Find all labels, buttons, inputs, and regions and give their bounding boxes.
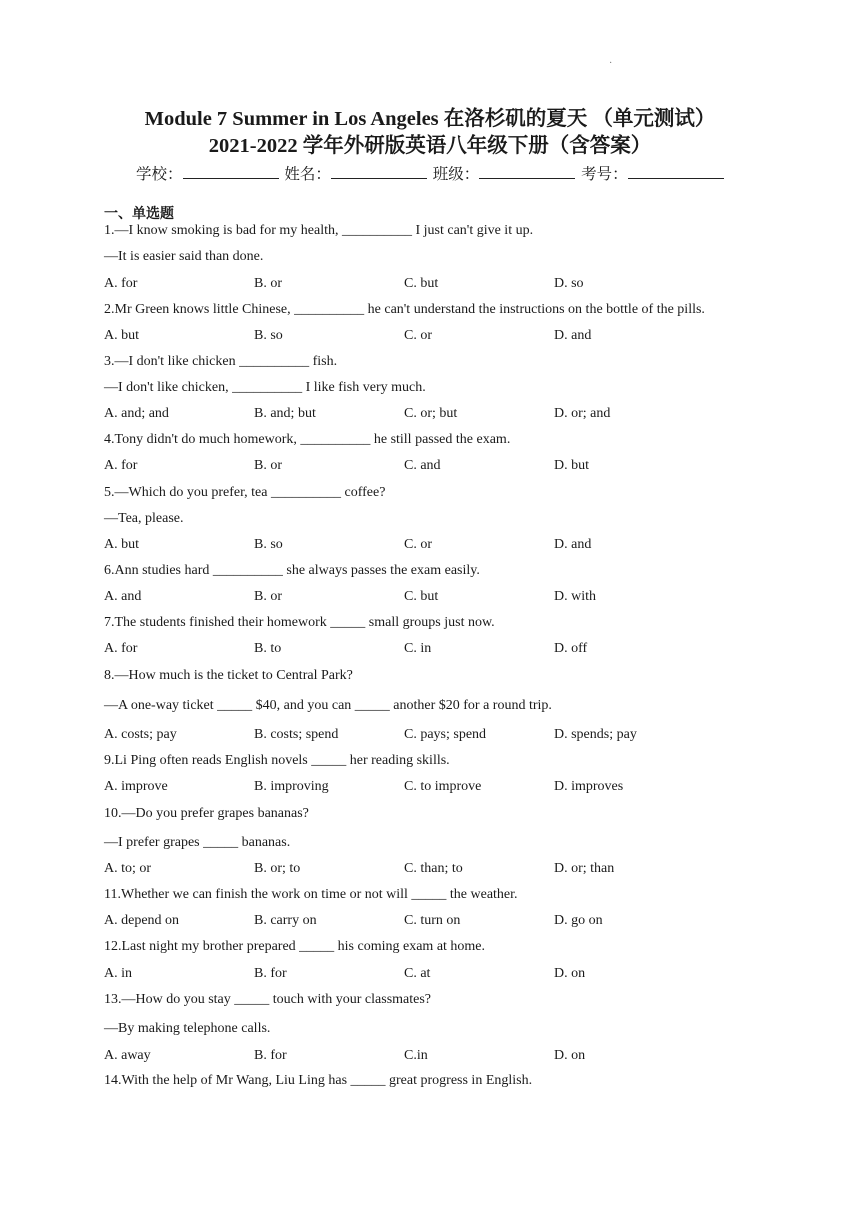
- question-stem: 1.—I know smoking is bad for my health, __________ I just can't give it up.: [104, 223, 534, 238]
- answer-option: C. at: [404, 966, 431, 981]
- answer-option: B. for: [254, 966, 287, 981]
- question-stem: 8.—How much is the ticket to Central Park?: [104, 668, 353, 683]
- answer-option: D. off: [554, 641, 588, 656]
- answer-option: A. to; or: [104, 861, 152, 876]
- answer-option: D. go on: [554, 913, 603, 928]
- answer-option: A. away: [104, 1048, 151, 1063]
- question-line: —By making telephone calls.: [104, 1021, 271, 1036]
- student-info-row: [136, 162, 726, 184]
- answer-option: B. for: [254, 1048, 287, 1063]
- answer-option: A. costs; pay: [104, 727, 177, 742]
- answer-option: A. improve: [104, 779, 168, 794]
- answer-option: D. on: [554, 966, 586, 981]
- answer-option: C. and: [404, 458, 441, 473]
- answer-option: A. and; and: [104, 406, 169, 421]
- exam-number-blank: [628, 163, 724, 179]
- answer-option: B. or: [254, 276, 282, 291]
- question-stem: 3.—I don't like chicken __________ fish.: [104, 354, 338, 369]
- answer-option: C. or: [404, 537, 432, 552]
- answer-option: C. to improve: [404, 779, 482, 794]
- answer-option: C. pays; spend: [404, 727, 487, 742]
- answer-option: B. and; but: [254, 406, 316, 421]
- section-title: 一、单选题: [104, 207, 174, 222]
- class-label: 班级：: [432, 166, 480, 183]
- exam-number-label: 考号：: [581, 166, 628, 183]
- name-label: 姓名：: [284, 166, 331, 183]
- answer-option: D. or; than: [554, 861, 615, 876]
- answer-option: C. but: [404, 276, 439, 291]
- header-mark: ·: [609, 58, 613, 69]
- answer-option: B. or: [254, 589, 282, 604]
- question-stem: 2.Mr Green knows little Chinese, __________ he can't understand the instructions on the bottle of the pills.: [104, 302, 705, 317]
- answer-option: A. but: [104, 537, 139, 552]
- question-line: —Tea, please.: [104, 511, 184, 526]
- question-line: —It is easier said than done.: [104, 249, 264, 264]
- question-stem: 5.—Which do you prefer, tea __________ coffee?: [104, 485, 386, 500]
- question-stem: 11.Whether we can finish the work on time or not will _____ the weather.: [104, 887, 518, 902]
- answer-option: A. and: [104, 589, 142, 604]
- answer-option: B. so: [254, 328, 283, 343]
- answer-option: D. spends; pay: [554, 727, 637, 742]
- question-stem: 10.—Do you prefer grapes bananas?: [104, 806, 309, 821]
- question-stem: 4.Tony didn't do much homework, __________ he still passed the exam.: [104, 432, 511, 447]
- answer-option: D. so: [554, 276, 584, 291]
- question-stem: 14.With the help of Mr Wang, Liu Ling has _____ great progress in English.: [104, 1073, 533, 1088]
- answer-option: B. to: [254, 641, 282, 656]
- answer-option: C.in: [404, 1048, 428, 1063]
- question-stem: 13.—How do you stay _____ touch with your classmates?: [104, 992, 432, 1007]
- question-line: —A one-way ticket _____ $40, and you can _____ another $20 for a round trip.: [104, 698, 552, 713]
- answer-option: B. or: [254, 458, 282, 473]
- answer-option: B. improving: [254, 779, 329, 794]
- page-subtitle: 2021-2022 学年外研版英语八年级下册（含答案）: [208, 135, 652, 157]
- answer-option: B. costs; spend: [254, 727, 339, 742]
- answer-option: B. or; to: [254, 861, 301, 876]
- answer-option: B. carry on: [254, 913, 317, 928]
- question-line: —I don't like chicken, __________ I like fish very much.: [104, 380, 426, 395]
- answer-option: C. than; to: [404, 861, 463, 876]
- answer-option: A. but: [104, 328, 139, 343]
- answer-option: A. for: [104, 458, 138, 473]
- answer-option: C. in: [404, 641, 432, 656]
- class-blank: [479, 163, 575, 179]
- answer-option: C. or: [404, 328, 432, 343]
- answer-option: D. and: [554, 537, 592, 552]
- question-line: —I prefer grapes _____ bananas.: [104, 835, 291, 850]
- page-title: Module 7 Summer in Los Angeles 在洛杉矶的夏天 （单元测试）: [144, 108, 716, 130]
- answer-option: C. but: [404, 589, 439, 604]
- answer-option: D. and: [554, 328, 592, 343]
- question-stem: 12.Last night my brother prepared _____ his coming exam at home.: [104, 939, 486, 954]
- question-stem: 9.Li Ping often reads English novels _____ her reading skills.: [104, 753, 450, 768]
- answer-option: D. on: [554, 1048, 586, 1063]
- answer-option: A. for: [104, 641, 138, 656]
- answer-option: D. but: [554, 458, 589, 473]
- answer-option: A. for: [104, 276, 138, 291]
- answer-option: D. improves: [554, 779, 624, 794]
- answer-option: C. turn on: [404, 913, 461, 928]
- answer-option: A. depend on: [104, 913, 180, 928]
- answer-option: A. in: [104, 966, 132, 981]
- answer-option: D. with: [554, 589, 596, 604]
- answer-option: B. so: [254, 537, 283, 552]
- question-stem: 6.Ann studies hard __________ she always passes the exam easily.: [104, 563, 480, 578]
- school-label: 学校：: [136, 166, 183, 183]
- question-stem: 7.The students finished their homework _____ small groups just now.: [104, 615, 495, 630]
- answer-option: D. or; and: [554, 406, 611, 421]
- answer-option: C. or; but: [404, 406, 458, 421]
- name-blank: [331, 163, 427, 179]
- school-blank: [183, 163, 279, 179]
